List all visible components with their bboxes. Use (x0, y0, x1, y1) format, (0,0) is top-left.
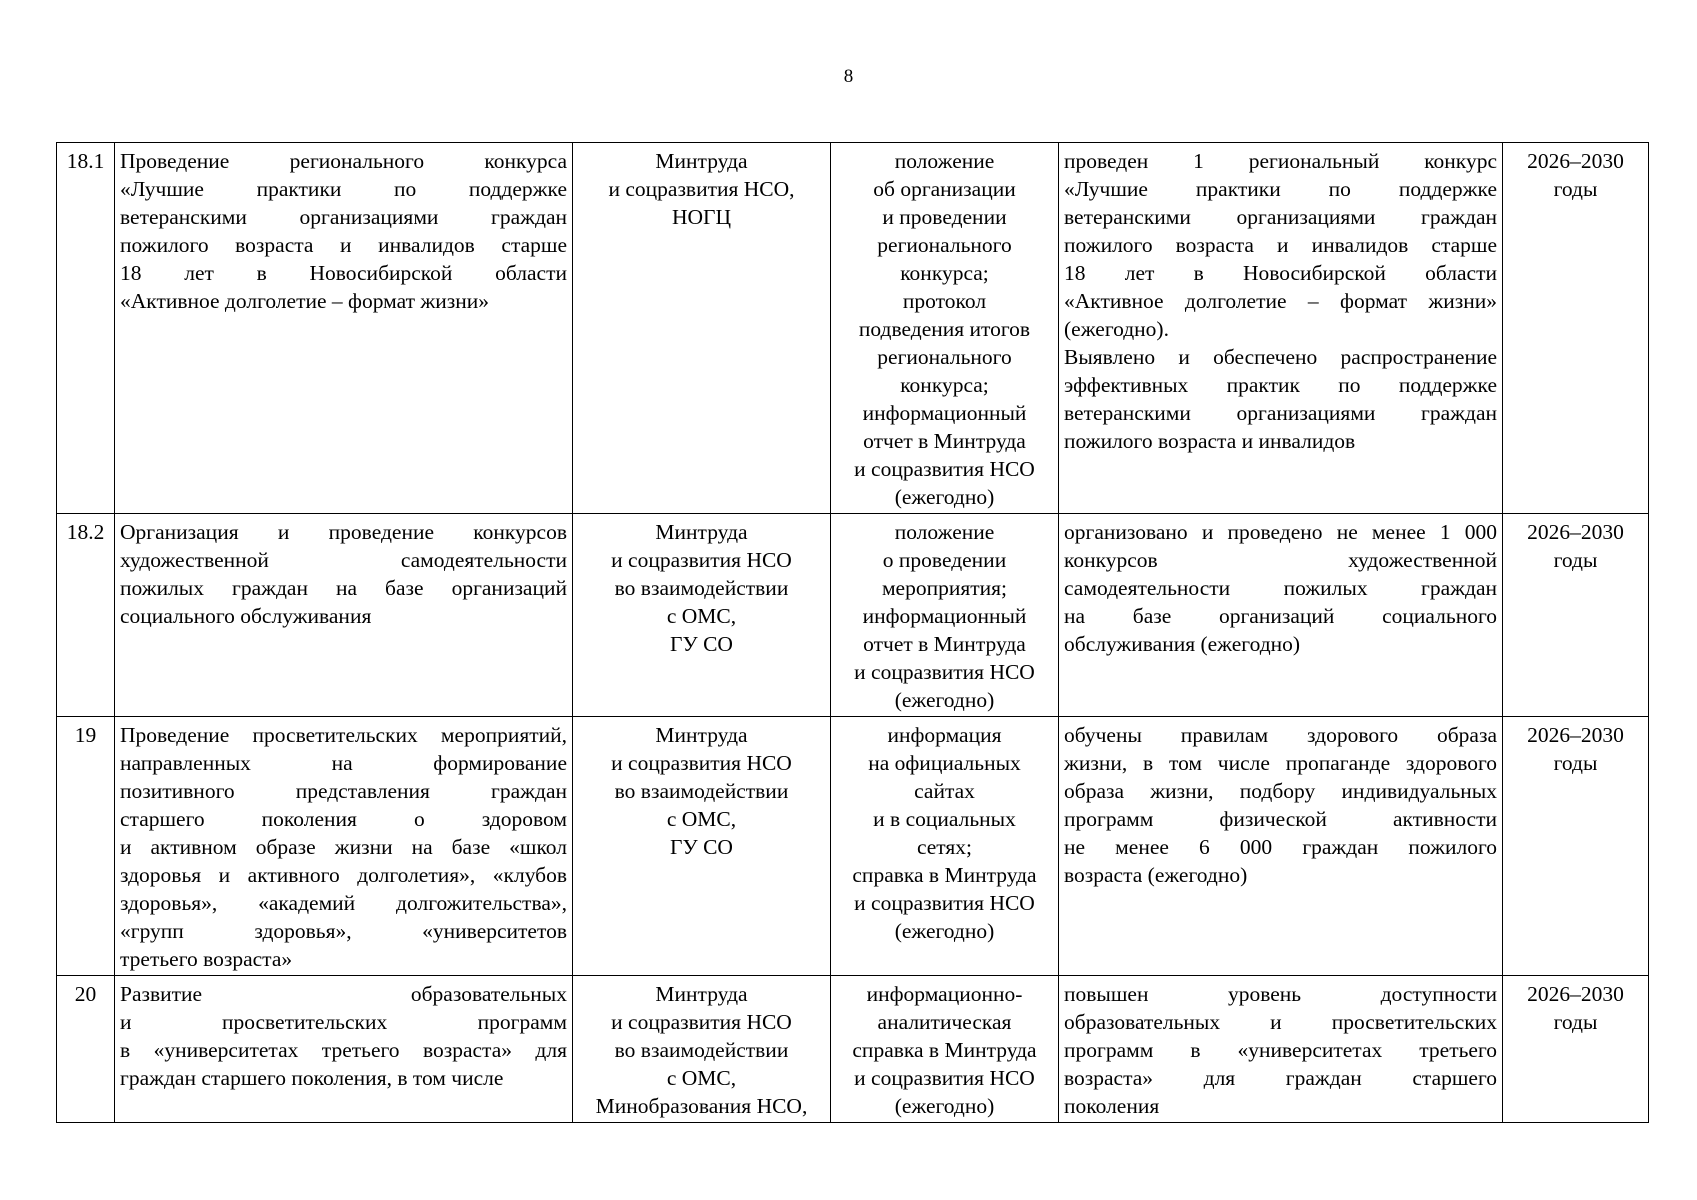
reporting-documents-line: положение (894, 520, 995, 544)
expected-result-line: организовано и проведено не менее 1 000 (1064, 520, 1497, 544)
reporting-documents (831, 717, 1059, 976)
executors-line: с ОМС, (666, 604, 737, 628)
executors (573, 514, 831, 717)
executors (573, 976, 831, 1123)
reporting-documents-line: регионального (877, 233, 1012, 257)
event-description-line: здоровья», «академий долгожительства», (120, 891, 567, 915)
reporting-documents-line: аналитическая (877, 1010, 1012, 1034)
row-number: 19 (57, 717, 115, 976)
expected-result-line: самодеятельности пожилых граждан (1064, 576, 1497, 600)
expected-result (1059, 717, 1503, 976)
reporting-documents-line: мероприятия; (881, 576, 1008, 600)
expected-result-line: 18 лет в Новосибирской области (1064, 261, 1497, 285)
row-number: 20 (57, 976, 115, 1123)
measures-table (56, 142, 1649, 1123)
executors-line: во взаимодействии (614, 779, 789, 803)
reporting-documents-line: и соцразвития НСО (854, 457, 1035, 481)
reporting-documents-line: подведения итогов (858, 317, 1031, 341)
event-description-line: позитивного представления граждан (120, 779, 567, 803)
expected-result (1059, 976, 1503, 1123)
event-description-line: «групп здоровья», «университетов (120, 919, 567, 943)
executors-line: и соцразвития НСО (611, 751, 792, 775)
reporting-documents-line: протокол (902, 289, 987, 313)
executors-line: с ОМС, (666, 1066, 737, 1090)
reporting-documents-line: (ежегодно) (894, 1094, 995, 1118)
reporting-documents-line: информация (887, 723, 1002, 747)
executors-line: и соцразвития НСО (611, 1010, 792, 1034)
executors (573, 717, 831, 976)
implementation-period (1503, 514, 1649, 717)
reporting-documents-line: конкурса; (900, 261, 989, 285)
event-description-line: пожилого возраста и инвалидов старше (120, 233, 567, 257)
reporting-documents-line: информационно- (866, 982, 1023, 1006)
event-description (115, 717, 573, 976)
executors-line: во взаимодействии (614, 576, 789, 600)
expected-result-line: на базе организаций социального (1064, 604, 1497, 628)
event-description-line: социального обслуживания (120, 604, 372, 628)
reporting-documents-line: (ежегодно) (894, 688, 995, 712)
implementation-period-line: годы (1553, 1010, 1598, 1034)
event-description (115, 514, 573, 717)
event-description-line: пожилых граждан на базе организаций (120, 576, 567, 600)
reporting-documents-line: (ежегодно) (894, 485, 995, 509)
event-description-line: старшего поколения о здоровом (120, 807, 567, 831)
event-description-line: художественной самодеятельности (120, 548, 567, 572)
event-description (115, 143, 573, 514)
reporting-documents-line: о проведении (882, 548, 1007, 572)
expected-result-line: возраста» для граждан старшего (1064, 1066, 1497, 1090)
implementation-period-line: годы (1553, 548, 1598, 572)
expected-result-line: повышен уровень доступности (1064, 982, 1497, 1006)
executors (573, 143, 831, 514)
reporting-documents-line: и соцразвития НСО (854, 660, 1035, 684)
table-row (57, 143, 1649, 514)
page-number: 8 (843, 66, 854, 87)
event-description-line: Проведение регионального конкурса (120, 149, 567, 173)
expected-result-line: программ в «университетах третьего (1064, 1038, 1497, 1062)
expected-result-line: пожилого возраста и инвалидов старше (1064, 233, 1497, 257)
expected-result-line: обслуживания (ежегодно) (1064, 632, 1301, 656)
expected-result-line: «Активное долголетие – формат жизни» (1064, 289, 1497, 313)
implementation-period-line: 2026–2030 (1527, 520, 1624, 544)
row-number: 18.2 (57, 514, 115, 717)
event-description-line: ветеранскими организациями граждан (120, 205, 567, 229)
reporting-documents-line: и соцразвития НСО (854, 1066, 1035, 1090)
reporting-documents (831, 514, 1059, 717)
implementation-period-line: 2026–2030 (1527, 149, 1624, 173)
expected-result-line: ветеранскими организациями граждан (1064, 401, 1497, 425)
reporting-documents-line: сайтах (914, 779, 975, 803)
table-row (57, 514, 1649, 717)
expected-result-line: проведен 1 региональный конкурс (1064, 149, 1497, 173)
executors-line: ГУ СО (670, 632, 733, 656)
implementation-period (1503, 717, 1649, 976)
expected-result-line: Выявлено и обеспечено распространение (1064, 345, 1497, 369)
reporting-documents-line: (ежегодно) (894, 919, 995, 943)
implementation-period (1503, 143, 1649, 514)
executors-line: Минобразования НСО, (595, 1094, 808, 1118)
reporting-documents-line: конкурса; (900, 373, 989, 397)
executors-line: и соцразвития НСО (611, 548, 792, 572)
event-description-line: «Лучшие практики по поддержке (120, 177, 567, 201)
event-description-line: здоровья и активного долголетия», «клубов (120, 863, 567, 887)
executors-line: во взаимодействии (614, 1038, 789, 1062)
implementation-period-line: 2026–2030 (1527, 982, 1624, 1006)
expected-result-line: возраста (ежегодно) (1064, 863, 1248, 887)
expected-result (1059, 143, 1503, 514)
expected-result-line: поколения (1064, 1094, 1160, 1118)
event-description-line: и просветительских программ (120, 1010, 567, 1034)
event-description-line: 18 лет в Новосибирской области (120, 261, 567, 285)
row-number: 18.1 (57, 143, 115, 514)
reporting-documents-line: и в социальных (873, 807, 1016, 831)
expected-result-line: жизни, в том числе пропаганде здорового (1064, 751, 1497, 775)
expected-result-line: «Лучшие практики по поддержке (1064, 177, 1497, 201)
event-description (115, 976, 573, 1123)
executors-line: Минтруда (655, 982, 748, 1006)
expected-result-line: (ежегодно). (1064, 317, 1169, 341)
event-description-line: в «университетах третьего возраста» для (120, 1038, 567, 1062)
event-description-line: Организация и проведение конкурсов (120, 520, 567, 544)
event-description-line: и активном образе жизни на базе «школ (120, 835, 567, 859)
implementation-period (1503, 976, 1649, 1123)
expected-result-line: программ физической активности (1064, 807, 1497, 831)
expected-result-line: образовательных и просветительских (1064, 1010, 1497, 1034)
reporting-documents-line: информационный (862, 604, 1027, 628)
reporting-documents-line: сетях; (916, 835, 973, 859)
expected-result-line: обучены правилам здорового образа (1064, 723, 1497, 747)
implementation-period-line: годы (1553, 751, 1598, 775)
implementation-period-line: годы (1553, 177, 1598, 201)
reporting-documents (831, 143, 1059, 514)
reporting-documents (831, 976, 1059, 1123)
event-description-line: «Активное долголетие – формат жизни» (120, 289, 489, 313)
reporting-documents-line: отчет в Минтруда (863, 429, 1026, 453)
executors-line: Минтруда (655, 520, 748, 544)
reporting-documents-line: и проведении (882, 205, 1007, 229)
reporting-documents-line: справка в Минтруда (852, 1038, 1037, 1062)
expected-result-line: эффективных практик по поддержке (1064, 373, 1497, 397)
expected-result (1059, 514, 1503, 717)
expected-result-line: ветеранскими организациями граждан (1064, 205, 1497, 229)
expected-result-line: конкурсов художественной (1064, 548, 1497, 572)
event-description-line: направленных на формирование (120, 751, 567, 775)
reporting-documents-line: и соцразвития НСО (854, 891, 1035, 915)
executors-line: НОГЦ (671, 205, 731, 229)
event-description-line: третьего возраста» (120, 947, 293, 971)
table-row (57, 717, 1649, 976)
table-row (57, 976, 1649, 1123)
implementation-period-line: 2026–2030 (1527, 723, 1624, 747)
reporting-documents-line: информационный (862, 401, 1027, 425)
reporting-documents-line: регионального (877, 345, 1012, 369)
event-description-line: Развитие образовательных (120, 982, 567, 1006)
reporting-documents-line: отчет в Минтруда (863, 632, 1026, 656)
expected-result-line: образа жизни, подбору индивидуальных (1064, 779, 1497, 803)
executors-line: Минтруда (655, 149, 748, 173)
executors-line: с ОМС, (666, 807, 737, 831)
executors-line: ГУ СО (670, 835, 733, 859)
executors-line: и соцразвития НСО, (608, 177, 795, 201)
expected-result-line: не менее 6 000 граждан пожилого (1064, 835, 1497, 859)
event-description-line: Проведение просветительских мероприятий, (120, 723, 567, 747)
reporting-documents-line: справка в Минтруда (852, 863, 1037, 887)
executors-line: Минтруда (655, 723, 748, 747)
reporting-documents-line: положение (894, 149, 995, 173)
expected-result-line: пожилого возраста и инвалидов (1064, 429, 1356, 453)
reporting-documents-line: об организации (873, 177, 1016, 201)
event-description-line: граждан старшего поколения, в том числе (120, 1066, 504, 1090)
reporting-documents-line: на официальных (868, 751, 1021, 775)
